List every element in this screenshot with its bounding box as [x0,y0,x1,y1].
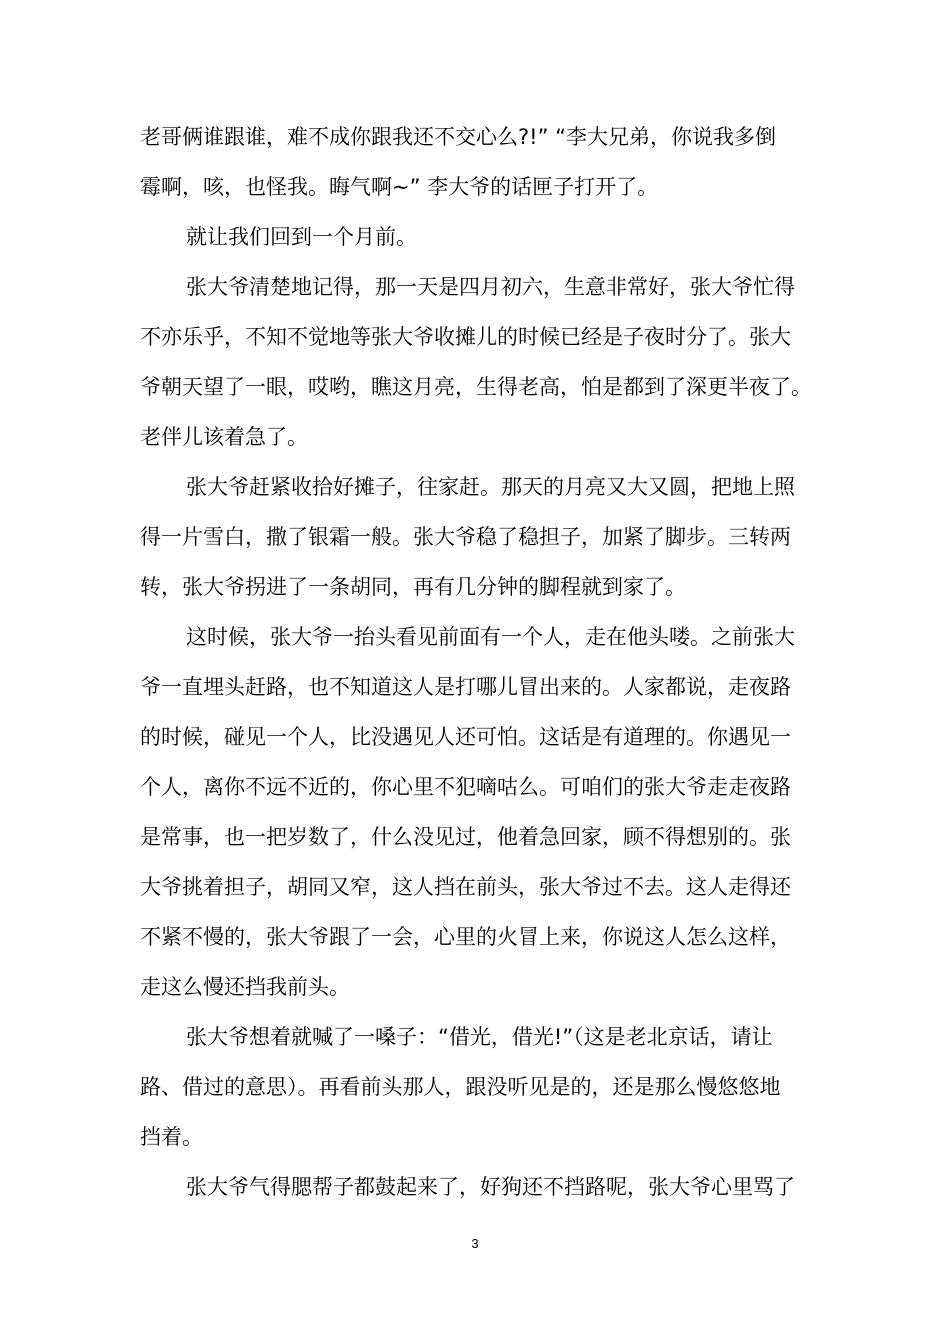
page-number: 3 [471,1236,479,1251]
text-line: 霉啊，咳，也怪我。晦气啊~” 李大爷的话匣子打开了。 [140,175,659,199]
paragraph-first-line: 张大爷气得腮帮子都鼓起来了，好狗还不挡路呢，张大爷心里骂了 [186,1175,795,1199]
text-line: 个人，离你不远不近的，你心里不犯嘀咕么。可咱们的张大爷走走夜路 [140,775,791,799]
paragraph-first-line: 张大爷赶紧收拾好摊子，往家赶。那天的月亮又大又圆，把地上照 [186,475,795,499]
text-line: 爷朝天望了一眼，哎哟，瞧这月亮，生得老高，怕是都到了深更半夜了。 [140,375,812,399]
text-line: 的时候，碰见一个人，比没遇见人还可怕。这话是有道理的。你遇见一 [140,725,791,749]
text-line: 爷一直埋头赶路，也不知道这人是打哪儿冒出来的。人家都说，走夜路 [140,675,791,699]
body-text [140,112,820,1212]
paragraph-first-line: 就让我们回到一个月前。 [186,225,417,249]
text-line: 转，张大爷拐进了一条胡同，再有几分钟的脚程就到家了。 [140,575,686,599]
text-line: 不紧不慢的，张大爷跟了一会，心里的火冒上来，你说这人怎么这样， [140,925,791,949]
text-line: 路、借过的意思）。再看前头那人，跟没听见是的，还是那么慢悠悠地 [140,1075,781,1099]
paragraph-first-line: 张大爷想着就喊了一嗓子：“借光，借光!”（这是老北京话，请让 [186,1025,773,1049]
text-line: 老伴儿该着急了。 [140,425,308,449]
text-line: 不亦乐乎，不知不觉地等张大爷收摊儿的时候已经是子夜时分了。张大 [140,325,791,349]
paragraph-first-line: 张大爷清楚地记得，那一天是四月初六，生意非常好，张大爷忙得 [186,275,795,299]
paragraph-first-line: 这时候，张大爷一抬头看见前面有一个人，走在他头喽。之前张大 [186,625,795,649]
text-line: 得一片雪白，撒了银霜一般。张大爷稳了稳担子，加紧了脚步。三转两 [140,525,791,549]
text-line: 大爷挑着担子，胡同又窄，这人挡在前头，张大爷过不去。这人走得还 [140,875,791,899]
text-line: 是常事，也一把岁数了，什么没见过，他着急回家，顾不得想别的。张 [140,825,791,849]
text-line: 走这么慢还挡我前头。 [140,975,350,999]
text-line: 挡着。 [140,1125,203,1149]
text-line: 老哥俩谁跟谁，难不成你跟我还不交心么?!” “李大兄弟，你说我多倒 [140,125,776,149]
